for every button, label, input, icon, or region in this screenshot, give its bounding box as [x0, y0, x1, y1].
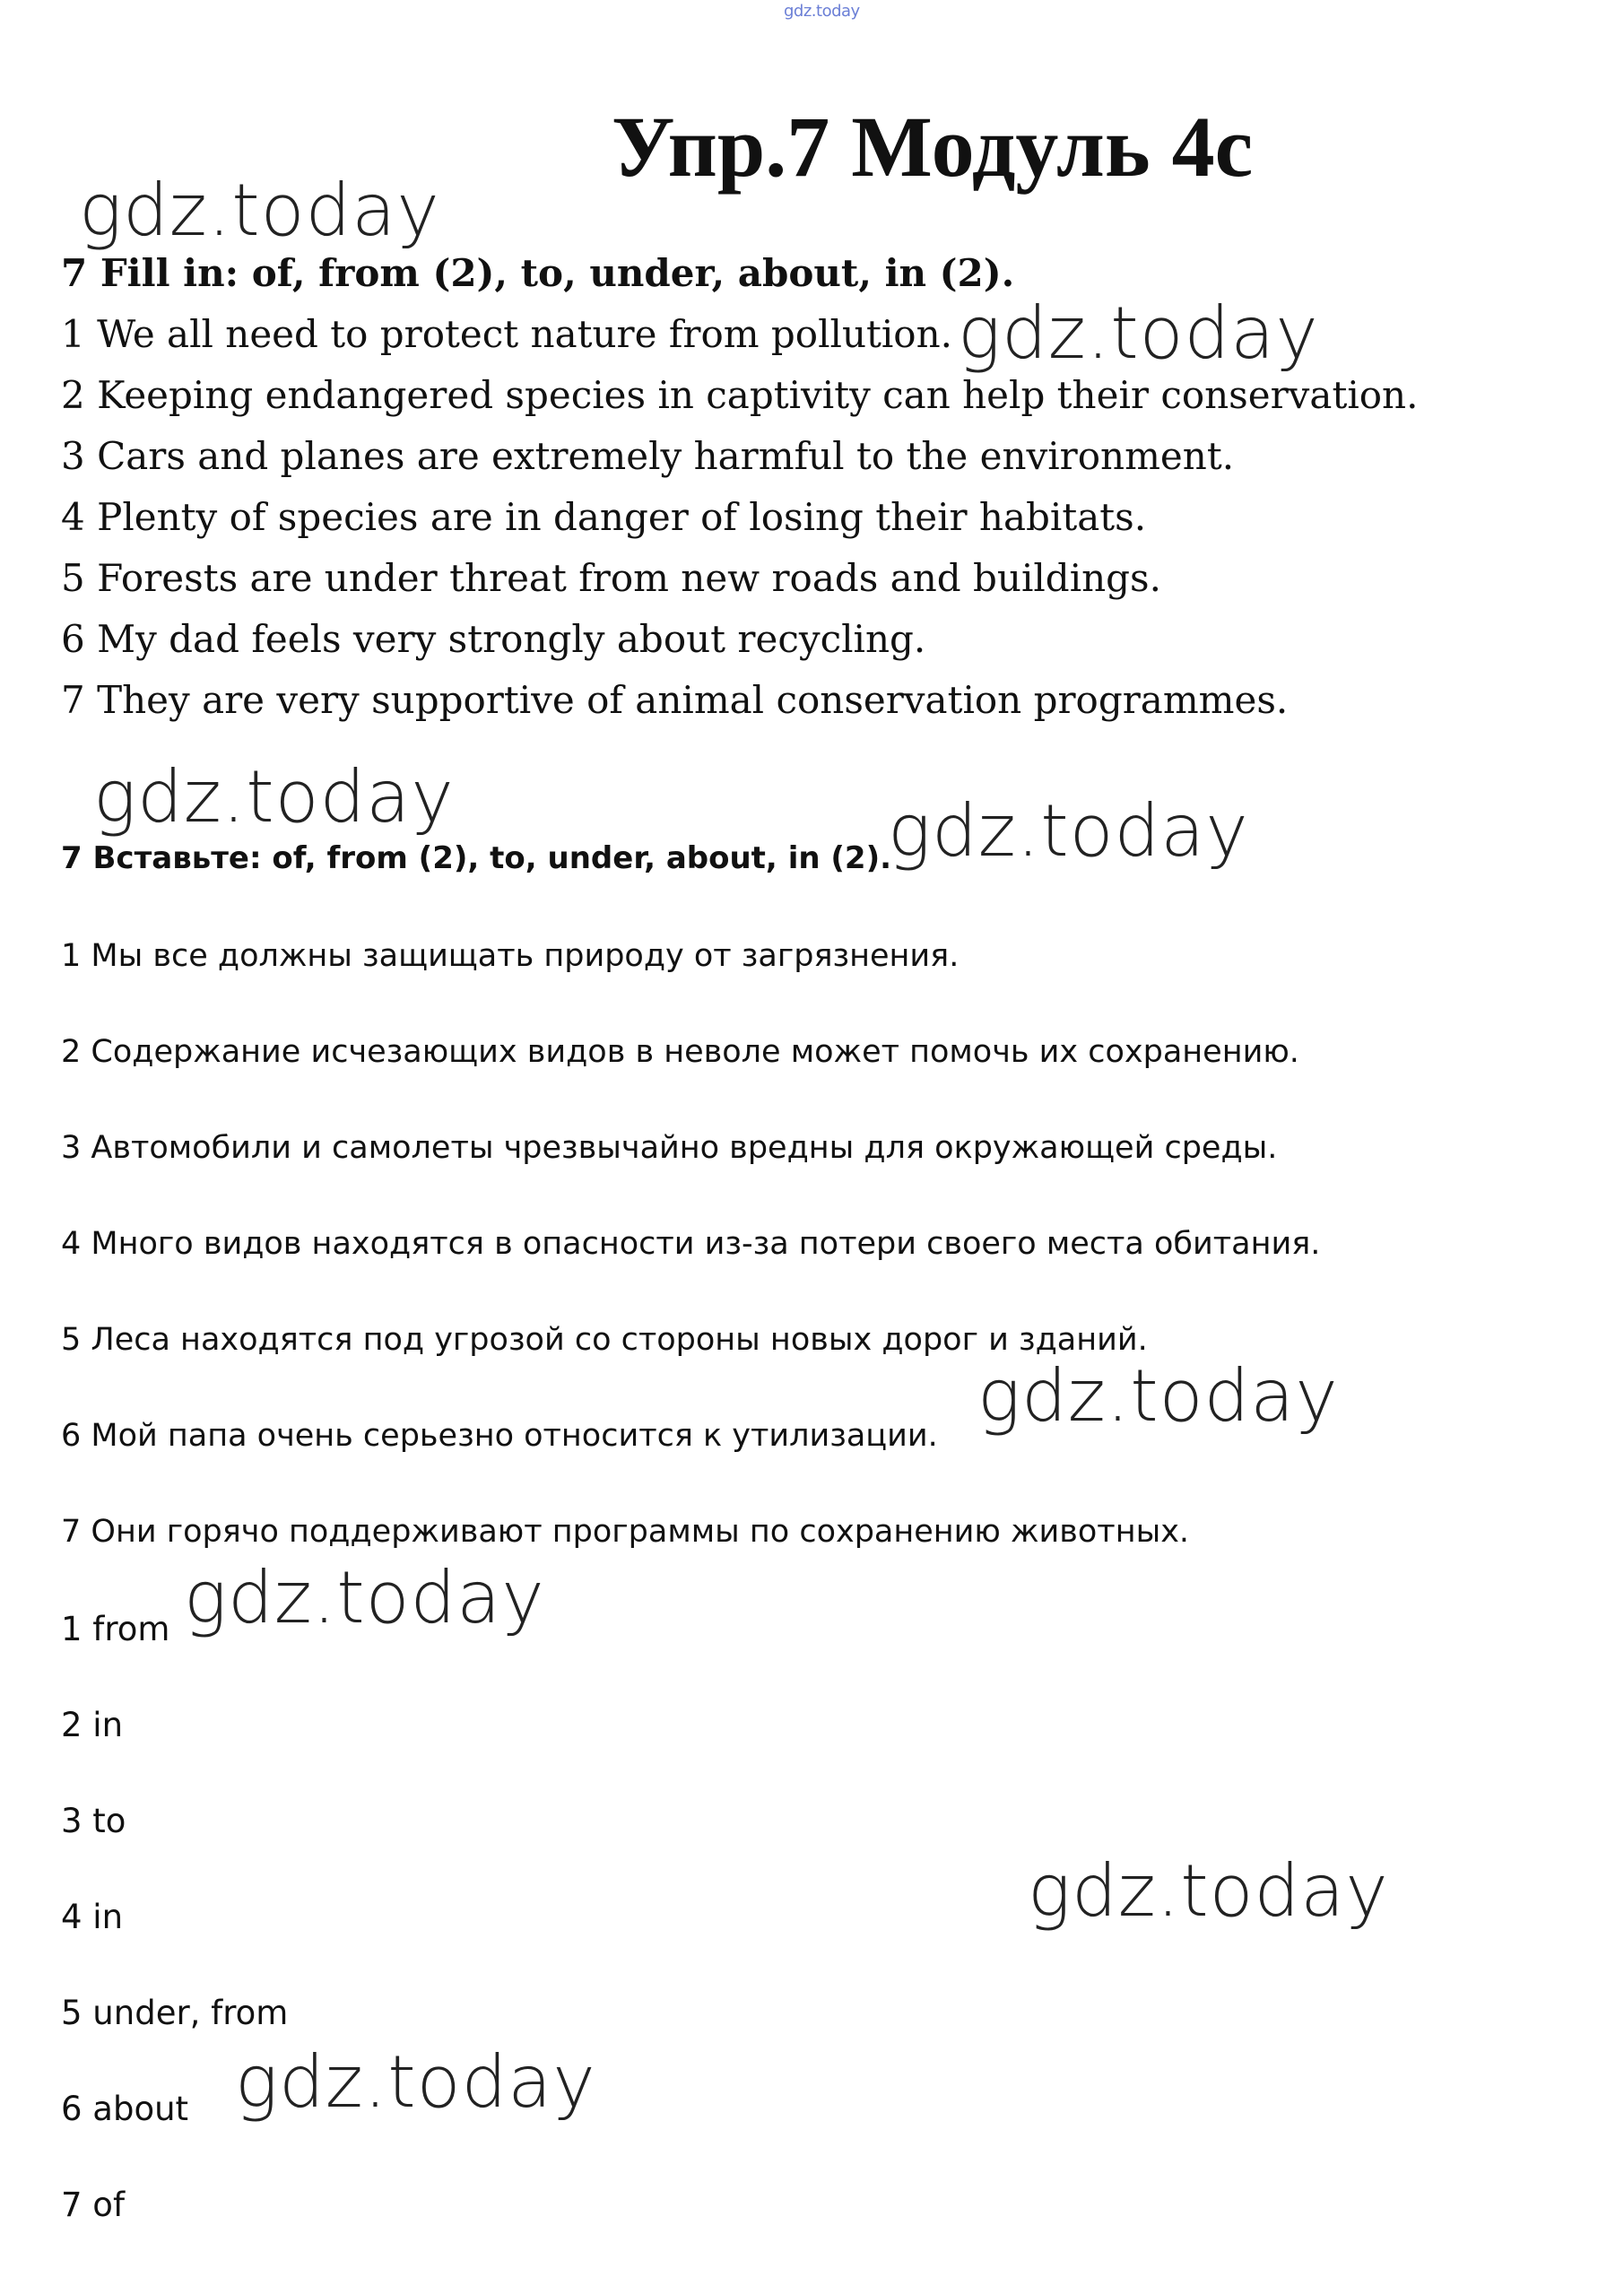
watermark: gdz.today: [184, 1556, 545, 1639]
watermark: gdz.today: [93, 755, 455, 839]
english-sentence-3: 3 Cars and planes are extremely harmful to the environment.: [61, 434, 1235, 478]
watermark: gdz.today: [888, 789, 1249, 873]
watermark: gdz.today: [1028, 1849, 1389, 1933]
russian-sentence-2: 2 Содержание исчезающих видов в неволе может помочь их сохранению.: [61, 1034, 1299, 1070]
russian-task-heading: 7 Вставьте: of, from (2), to, under, about, in (2).: [61, 840, 892, 876]
english-task-heading: 7 Fill in: of, from (2), to, under, about, in (2).: [61, 251, 1015, 295]
answer-4: 4 in: [61, 1898, 124, 1936]
watermark: gdz.today: [958, 291, 1319, 375]
russian-sentence-7: 7 Они горячо поддерживают программы по сохранению животных.: [61, 1514, 1190, 1550]
russian-sentence-3: 3 Автомобили и самолеты чрезвычайно вредны для окружающей среды.: [61, 1130, 1278, 1166]
answer-6: 6 about: [61, 2090, 189, 2128]
answer-3: 3 to: [61, 1802, 126, 1840]
top-watermark: gdz.today: [784, 2, 860, 21]
russian-sentence-5: 5 Леса находятся под угрозой со стороны новых дорог и зданий.: [61, 1322, 1148, 1358]
english-sentence-4: 4 Plenty of species are in danger of losing their habitats.: [61, 495, 1147, 539]
answer-2: 2 in: [61, 1706, 124, 1744]
page-title: Упр.7 Модуль 4с: [612, 99, 1254, 195]
watermark: gdz.today: [79, 169, 440, 252]
watermark: gdz.today: [235, 2040, 596, 2124]
russian-sentence-4: 4 Много видов находятся в опасности из-за потери своего места обитания.: [61, 1226, 1321, 1262]
english-sentence-7: 7 They are very supportive of animal conservation programmes.: [61, 678, 1289, 722]
answer-5: 5 under, from: [61, 1994, 289, 2032]
russian-sentence-6: 6 Мой папа очень серьезно относится к утилизации.: [61, 1418, 938, 1454]
english-sentence-6: 6 My dad feels very strongly about recycling.: [61, 617, 926, 661]
russian-sentence-1: 1 Мы все должны защищать природу от загрязнения.: [61, 938, 960, 974]
answer-1: 1 from: [61, 1610, 170, 1648]
english-sentence-2: 2 Keeping endangered species in captivity can help their conservation.: [61, 373, 1419, 417]
answer-7: 7 of: [61, 2186, 125, 2224]
english-sentence-1: 1 We all need to protect nature from pollution.: [61, 312, 952, 356]
english-sentence-5: 5 Forests are under threat from new roads and buildings.: [61, 556, 1161, 600]
watermark: gdz.today: [977, 1354, 1339, 1438]
